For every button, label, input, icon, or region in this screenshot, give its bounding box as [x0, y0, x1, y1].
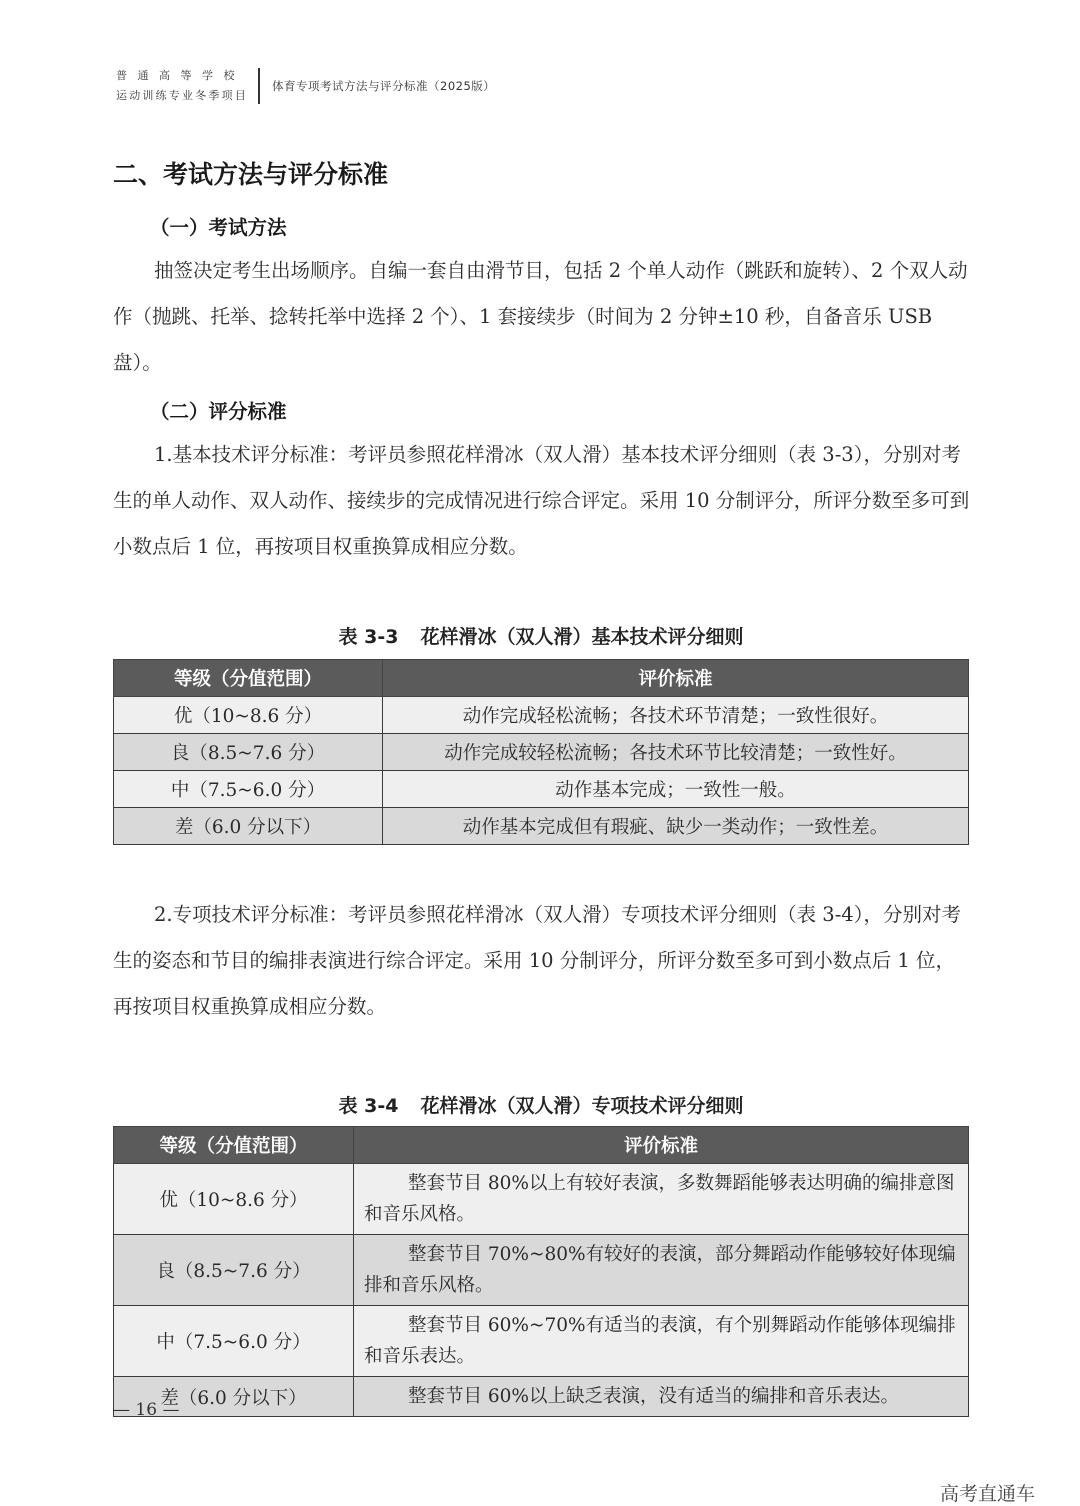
table-header-row [114, 660, 969, 697]
column-header-criteria: 评价标准 [354, 1127, 969, 1164]
table-3-4-caption: 表 3-4 花样滑冰（双人滑）专项技术评分细则 [338, 1095, 744, 1117]
header-document-title: 体育专项考试方法与评分标准（2025版） [272, 79, 496, 93]
subsection-title-scoring: （二）评分标准 [150, 400, 287, 423]
level-cell: 差（6.0 分以下） [114, 1377, 354, 1417]
table-3-3 [113, 659, 969, 845]
criteria-cell: 整套节目 70%~80%有较好的表演，部分舞蹈动作能够较好体现编排和音乐风格。 [354, 1235, 969, 1306]
criteria-cell: 动作基本完成但有瑕疵、缺少一类动作；一致性差。 [383, 808, 969, 845]
exam-method-paragraph: 抽签决定考生出场顺序。自编一套自由滑节目，包括 2 个单人动作（跳跃和旋转）、2 个双人动作（抛跳、托举、捻转托举中选择 2 个）、1 套接续步（时间为 2 分钟±10 秒，自备音乐 USB 盘）。 [113, 259, 968, 374]
level-cell: 中（7.5~6.0 分） [114, 771, 383, 808]
running-header [116, 66, 495, 106]
level-cell: 良（8.5~7.6 分） [114, 1235, 354, 1306]
criteria-cell: 整套节目 80%以上有较好表演，多数舞蹈能够表达明确的编排意图和音乐风格。 [354, 1164, 969, 1235]
criteria-cell: 整套节目 60%~70%有适当的表演，有个别舞蹈动作能够体现编排和音乐表达。 [354, 1306, 969, 1377]
section-title: 二、考试方法与评分标准 [113, 160, 389, 189]
criteria-cell: 动作完成轻松流畅；各技术环节清楚；一致性很好。 [383, 697, 969, 734]
subsection-title-method: （一）考试方法 [150, 216, 287, 239]
column-header-criteria: 评价标准 [383, 660, 969, 697]
table-header-row [114, 1127, 969, 1164]
header-series-line1: 普通高等学校 [116, 69, 245, 82]
table-row [114, 771, 969, 808]
table-row [114, 1306, 969, 1377]
criteria-cell: 动作完成较轻松流畅；各技术环节比较清楚；一致性好。 [383, 734, 969, 771]
table-3-4 [113, 1126, 969, 1417]
basic-technique-paragraph: 1.基本技术评分标准：考评员参照花样滑冰（双人滑）基本技术评分细则（表 3-3），分别对考生的单人动作、双人动作、接续步的完成情况进行综合评定。采用 10 分制评分，所评分数至多可到小数点后 1 位，再按项目权重换算成相应分数。 [113, 443, 970, 558]
table-row [114, 1164, 969, 1235]
column-header-level: 等级（分值范围） [114, 1127, 354, 1164]
page-number: — 16 — [113, 1400, 180, 1420]
header-series-line2: 运动训练专业冬季项目 [116, 89, 248, 102]
watermark: 高考直通车 [940, 1483, 1036, 1505]
header-divider [258, 68, 260, 104]
level-cell: 差（6.0 分以下） [114, 808, 383, 845]
level-cell: 优（10~8.6 分） [114, 697, 383, 734]
header-series [116, 66, 248, 106]
table-row [114, 697, 969, 734]
level-cell: 良（8.5~7.6 分） [114, 734, 383, 771]
level-cell: 中（7.5~6.0 分） [114, 1306, 354, 1377]
specialty-technique-paragraph: 2.专项技术评分标准：考评员参照花样滑冰（双人滑）专项技术评分细则（表 3-4），分别对考生的姿态和节目的编排表演进行综合评定。采用 10 分制评分，所评分数至多可到小数点后 1 位，再按项目权重换算成相应分数。 [113, 903, 961, 1018]
table-row [114, 1377, 969, 1417]
level-cell: 优（10~8.6 分） [114, 1164, 354, 1235]
table-row [114, 1235, 969, 1306]
table-3-3-caption: 表 3-3 花样滑冰（双人滑）基本技术评分细则 [338, 626, 744, 648]
criteria-cell: 整套节目 60%以上缺乏表演，没有适当的编排和音乐表达。 [354, 1377, 969, 1417]
table-row [114, 808, 969, 845]
criteria-cell: 动作基本完成；一致性一般。 [383, 771, 969, 808]
table-row [114, 734, 969, 771]
column-header-level: 等级（分值范围） [114, 660, 383, 697]
